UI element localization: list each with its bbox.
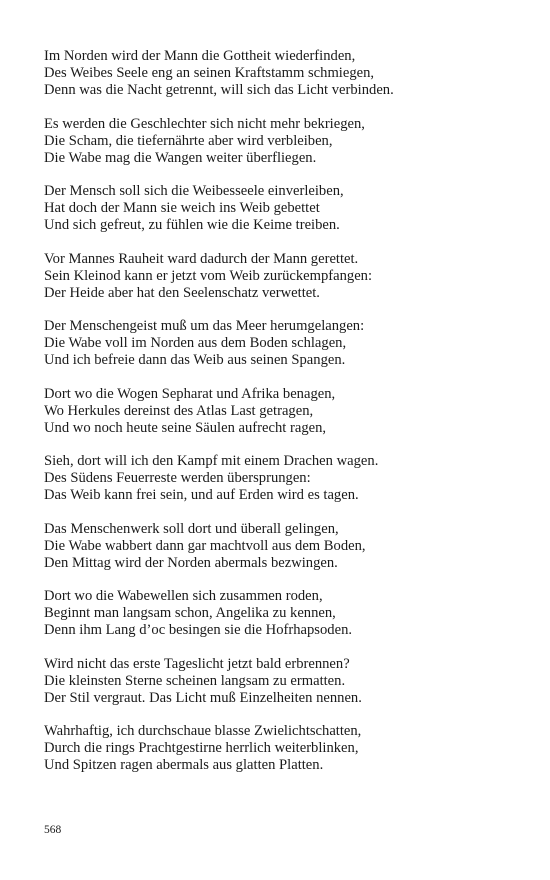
poem-line: Und ich befreie dann das Weib aus seinen Spangen. — [44, 352, 346, 368]
stanza-11 — [44, 723, 524, 774]
poem-line: Und sich gefreut, zu fühlen wie die Keime treiben. — [44, 217, 340, 233]
poem-line: Der Heide aber hat den Seelenschatz verwettet. — [44, 284, 320, 301]
poem-line: Denn ihm Lang d’oc besingen sie die Hofrhapsoden. — [44, 622, 353, 638]
poem-line: Vor Mannes Rauheit ward dadurch der Mann gerettet. — [44, 250, 359, 267]
stanza-8 — [44, 521, 524, 572]
poem-line: Und wo noch heute seine Säulen aufrecht ragen, — [44, 419, 327, 436]
page-number: 568 — [44, 824, 62, 836]
poem-line: Der Menschengeist muß um das Meer herumgelangen: — [44, 318, 365, 334]
stanza-2 — [44, 116, 524, 167]
poem-line: Wahrhaftig, ich durchschaue blasse Zwielichtschatten, — [44, 723, 362, 739]
stanza-1 — [44, 48, 524, 99]
poem-line: Es werden die Geschlechter sich nicht mehr bekriegen, — [44, 115, 365, 132]
poem-line: Wo Herkules dereinst des Atlas Last getragen, — [44, 402, 314, 419]
poem-line: Der Stil vergraut. Das Licht muß Einzelheiten nennen. — [44, 689, 362, 706]
stanza-7 — [44, 453, 524, 504]
poem-line: Im Norden wird der Mann die Gottheit wiederfinden, — [44, 48, 356, 64]
stanza-10 — [44, 656, 524, 707]
poem-line: Des Weibes Seele eng an seinen Kraftstamm schmiegen, — [44, 65, 375, 81]
stanza-9 — [44, 588, 524, 639]
poem-line: Wird nicht das erste Tageslicht jetzt bald erbrennen? — [44, 655, 350, 672]
poem-line: Denn was die Nacht getrennt, will sich das Licht verbinden. — [44, 82, 394, 98]
poem-line: Hat doch der Mann sie weich ins Weib gebettet — [44, 200, 320, 216]
poem-line: Die Wabe voll im Norden aus dem Boden schlagen, — [44, 335, 347, 351]
poem-line: Sieh, dort will ich den Kampf mit einem Drachen wagen. — [44, 453, 379, 469]
poem-line: Durch die rings Prachtgestirne herrlich weiterblinken, — [44, 740, 359, 756]
poem-line: Der Mensch soll sich die Weibesseele einverleiben, — [44, 183, 344, 199]
poem-line: Das Menschenwerk soll dort und überall gelingen, — [44, 520, 339, 537]
stanza-5 — [44, 318, 524, 369]
poem-line: Den Mittag wird der Norden abermals bezwingen. — [44, 554, 338, 571]
poem-line: Das Weib kann frei sein, und auf Erden wird es tagen. — [44, 487, 359, 503]
stanza-4 — [44, 251, 524, 302]
poem-line: Sein Kleinod kann er jetzt vom Weib zurückempfangen: — [44, 267, 373, 284]
poem-line: Die Wabe mag die Wangen weiter überfliegen. — [44, 149, 317, 166]
poem-line: Die Wabe wabbert dann gar machtvoll aus dem Boden, — [44, 537, 366, 554]
poem-line: Des Südens Feuerreste werden übersprungen: — [44, 470, 311, 486]
poem-line: Dort wo die Wogen Sepharat und Afrika benagen, — [44, 385, 336, 402]
poem — [44, 48, 524, 791]
stanza-6 — [44, 386, 524, 437]
poem-line: Beginnt man langsam schon, Angelika zu kennen, — [44, 605, 336, 621]
poem-line: Und Spitzen ragen abermals aus glatten Platten. — [44, 757, 324, 773]
stanza-3 — [44, 183, 524, 234]
poem-line: Die Scham, die tiefernährte aber wird verbleiben, — [44, 132, 333, 149]
poem-line: Die kleinsten Sterne scheinen langsam zu ermatten. — [44, 672, 346, 689]
poem-line: Dort wo die Wabewellen sich zusammen roden, — [44, 588, 323, 604]
